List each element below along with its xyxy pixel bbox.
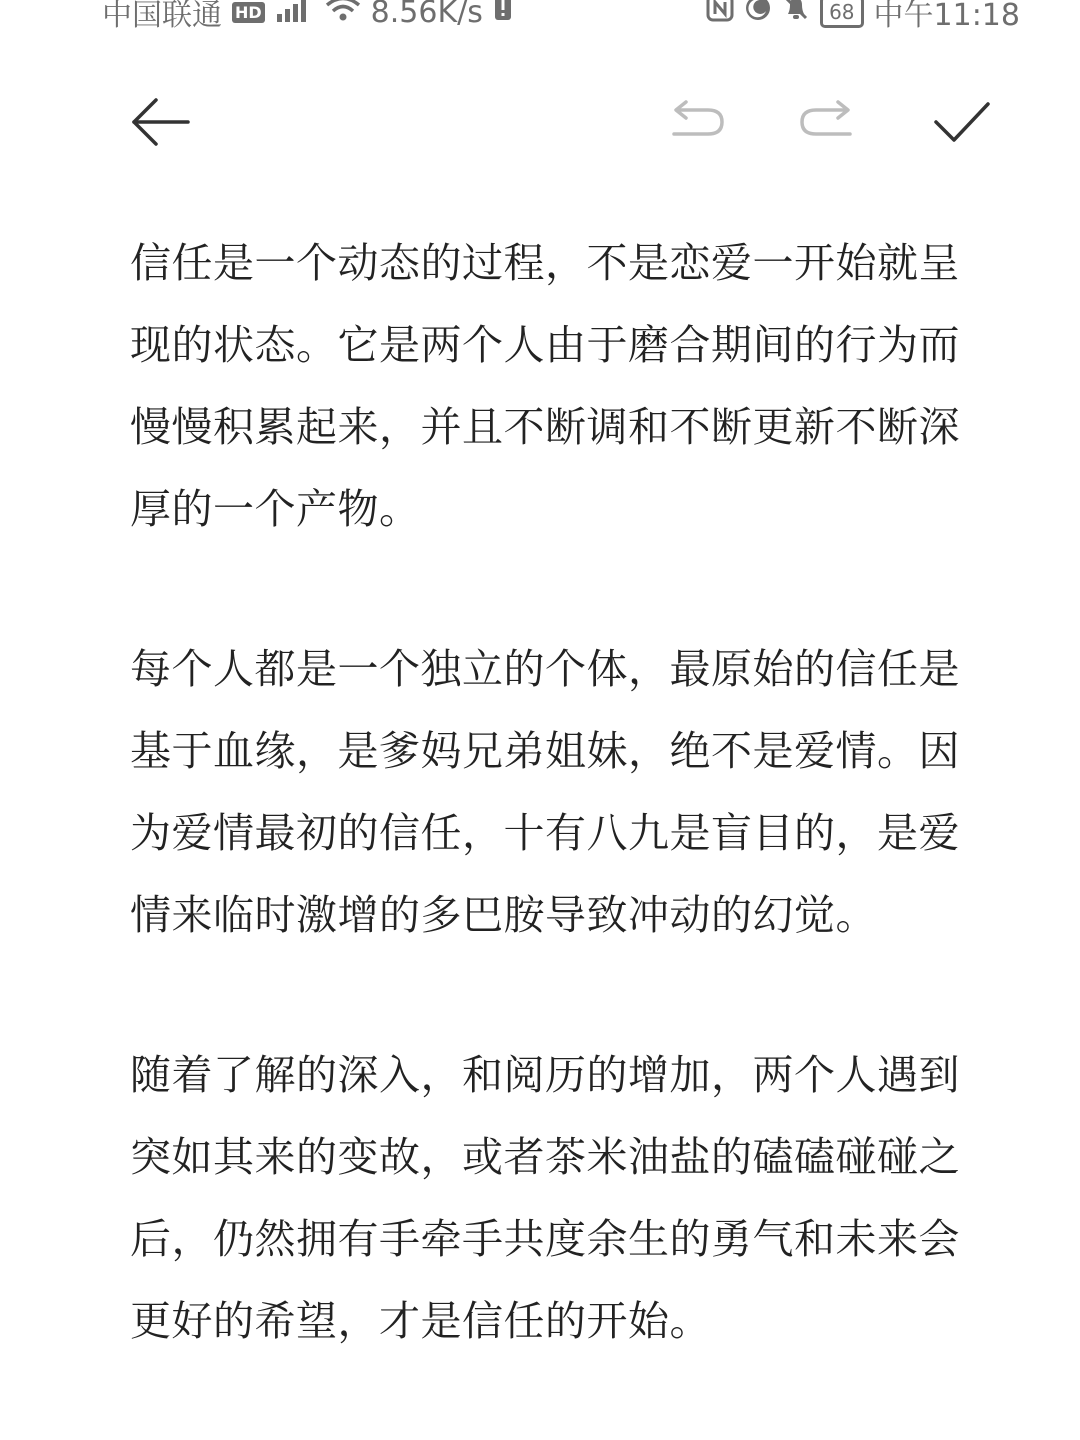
hd-badge: HD (232, 2, 265, 23)
status-right (706, 0, 1020, 28)
arrow-left-icon (128, 90, 192, 154)
do-not-disturb-icon (744, 0, 772, 28)
back-button[interactable] (128, 90, 192, 154)
paragraph-1[interactable]: 信任是一个动态的过程，不是恋爱一开始就呈现的状态。它是两个人由于磨合期间的行为而慢慢积累起来，并且不断调和不断更新不断深厚的一个产物。 (130, 239, 960, 533)
mute-bell-icon (782, 0, 810, 28)
paragraph-2[interactable]: 每个人都是一个独立的个体，最原始的信任是基于血缘，是爹妈兄弟姐妹，绝不是爱情。因为爱情最初的信任，十有八九是盲目的，是爱情来临时激增的多巴胺导致冲动的幻觉。 (130, 645, 960, 939)
signal-icon (275, 0, 315, 28)
paragraph-3[interactable]: 随着了解的深入，和阅历的增加，两个人遇到突如其来的变故，或者茶米油盐的磕磕碰碰之后，仍然拥有手牵手共度余生的勇气和未来会更好的希望，才是信任的开始。 (130, 1051, 960, 1345)
wifi-icon (325, 0, 361, 28)
redo-icon (796, 90, 860, 154)
editor-toolbar (0, 70, 1080, 170)
undo-button[interactable] (664, 90, 728, 154)
nfc-icon (706, 0, 734, 28)
carrier-name: 中国联通 (102, 0, 222, 28)
battery-icon (820, 0, 863, 28)
check-icon (930, 90, 994, 154)
battery-level: 68 (829, 0, 855, 24)
notification-alert-icon (493, 0, 513, 28)
status-time: 中午11:18 (873, 0, 1020, 28)
note-editor-body[interactable] (130, 222, 980, 1440)
status-left (102, 0, 513, 28)
undo-icon (664, 90, 728, 154)
status-bar (0, 0, 1080, 28)
redo-button[interactable] (796, 90, 860, 154)
done-button[interactable] (930, 90, 994, 154)
network-speed: 8.56K/s (370, 0, 483, 28)
